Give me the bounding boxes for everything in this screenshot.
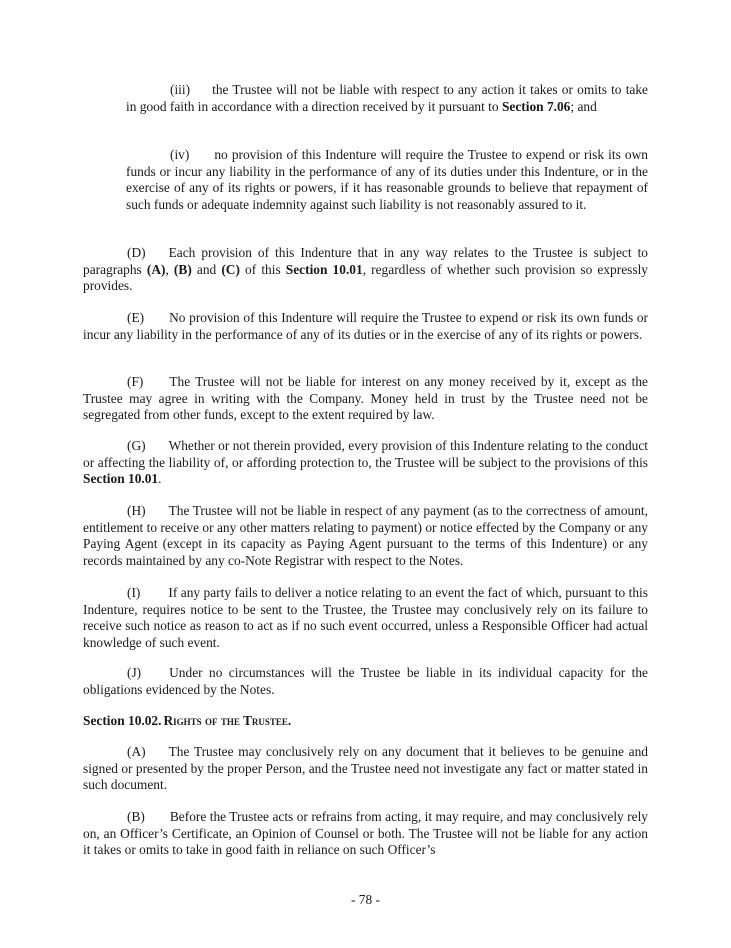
section-reference: Section 10.01 (83, 471, 159, 487)
paragraph-a: (A) The Trustee may conclusively rely on any document that it believes to be genuine and signed or presented by the proper Person, and the Trustee need not investigate any fact or matter stated in such document. (83, 744, 648, 793)
paragraph-g: (G) Whether or not therein provided, every provision of this Indenture relating to the conduct or affecting the liability of, or affording protection to, the Trustee will be subject to the provisions of this Section 10.01. (83, 438, 648, 487)
paragraph-i: (I) If any party fails to deliver a notice relating to an event the fact of which, pursuant to this Indenture, requires notice to be sent to the Trustee, the Trustee may conclusively rely on its failure to receive such notice as reason to act as if no such event occurred, unless a Responsible Officer had actual knowledge of such event. (83, 585, 648, 650)
paragraph-label: (J) (127, 665, 142, 680)
subclause-label: (iii) (170, 82, 191, 97)
section-title: Rights of the Trustee. (163, 713, 292, 728)
section-reference: Section 7.06 (501, 98, 571, 114)
section-heading (83, 713, 291, 729)
section-number: Section 10.02. (83, 713, 162, 728)
paragraph-label: (G) (127, 438, 146, 453)
section-reference: Section 10.01 (285, 261, 363, 277)
paragraph-b: (B) Before the Trustee acts or refrains from acting, it may require, and may conclusively rely on, an Officer’s Certificate, an Opinion of Counsel or both. The Trustee will not be liable for any action it takes or omits to take in good faith in reliance on such Officer’s (83, 809, 648, 858)
paragraph-label: (H) (127, 503, 146, 518)
paragraph-label: (B) (127, 809, 145, 824)
paragraph-label: (I) (127, 585, 141, 600)
paragraph-h: (H) The Trustee will not be liable in respect of any payment (as to the correctness of amount, entitlement to receive or any other matters relating to payment) or notice effected by the Company or any Paying Agent (except in its capacity as Paying Agent pursuant to the terms of this Indenture) or any records maintained by any co-Note Registrar with respect to the Notes. (83, 503, 648, 568)
paragraph-label: (E) (127, 310, 145, 325)
paragraph-e: (E) No provision of this Indenture will require the Trustee to expend or risk its own funds or incur any liability in the performance of any of its duties or in the exercise of any of its rights or powers. (83, 310, 648, 342)
subclause-iv: (iv) no provision of this Indenture will require the Trustee to expend or risk its own funds or incur any liability in the performance of any of its duties under this Indenture, or in the exercise of any of its rights or powers, if it has reasonable grounds to believe that repayment of such funds or adequate indemnity against such liability is not reasonably assured to it. (126, 147, 648, 212)
paragraph-f: (F) The Trustee will not be liable for interest on any money received by it, except as the Trustee may agree in writing with the Company. Money held in trust by the Trustee need not be segregated from other funds, except to the extent required by law. (83, 374, 648, 423)
page-number: - 78 - (350, 892, 380, 907)
paragraph-d: (D) Each provision of this Indenture that in any way relates to the Trustee is subject to paragraphs (A), (B) and (C) of this Section 10.01, regardless of whether such provision so expressly provides. (83, 245, 648, 294)
paragraph-j: (J) Under no circumstances will the Trustee be liable in its individual capacity for the obligations evidenced by the Notes. (83, 665, 648, 697)
paragraph-label: (F) (127, 374, 144, 389)
paragraph-label: (A) (127, 744, 146, 759)
subclause-label: (iv) (170, 147, 190, 162)
paragraph-label: (D) (127, 245, 146, 260)
subclause-iii: (iii) the Trustee will not be liable with respect to any action it takes or omits to take in good faith in accordance with a direction received by it pursuant to Section 7.06; and (126, 82, 648, 114)
